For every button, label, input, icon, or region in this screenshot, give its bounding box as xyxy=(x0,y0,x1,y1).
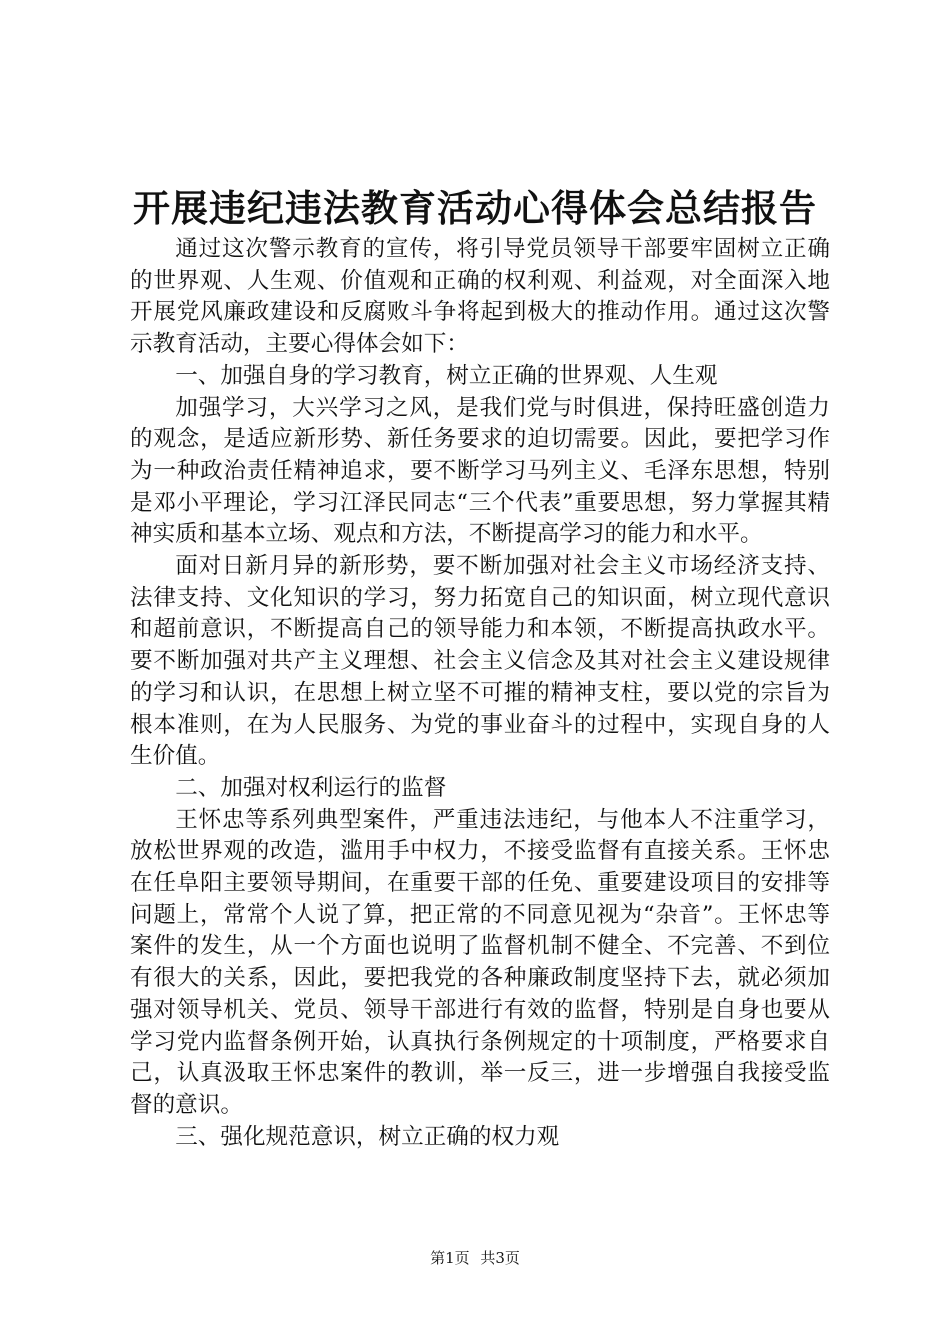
page-number: 第1页 xyxy=(430,1249,470,1267)
document-body xyxy=(130,234,830,1153)
page-total: 共3页 xyxy=(480,1249,520,1267)
section-heading-3: 三、强化规范意识，树立正确的权力观 xyxy=(175,1123,560,1150)
paragraph-study: 加强学习，大兴学习之风，是我们党与时俱进，保持旺盛创造力的观念，是适应新形势、新任务要求的迫切需要。因此，要把学习作为一种政治责任精神追求，要不断学习马列主义、毛泽东思想，特别是邓小平理论，学习江泽民同志“三个代表”重要思想，努力掌握其精神实质和基本立场、观点和方法，不断提高学习的能力和水平。 xyxy=(130,394,830,548)
section-heading-1: 一、加强自身的学习教育，树立正确的世界观、人生观 xyxy=(175,362,718,389)
section-heading-2: 二、加强对权利运行的监督 xyxy=(175,774,447,801)
document-title: 开展违纪违法教育活动心得体会总结报告 xyxy=(133,187,817,230)
page-footer xyxy=(0,1248,950,1268)
paragraph-supervision: 王怀忠等系列典型案件，严重违法违纪，与他本人不注重学习，放松世界观的改造，滥用手中权力，不接受监督有直接关系。王怀忠在任阜阳主要领导期间，在重要干部的任免、重要建设项目的安排等问题上，常常个人说了算，把正常的不同意见视为“杂音”。王怀忠等案件的发生，从一个方面也说明了监督机制不健全、不完善、不到位有很大的关系，因此，要把我党的各种廉政制度坚持下去，就必须加强对领导机关、党员、领导干部进行有效的监督，特别是自身也要从学习党内监督条例开始，认真执行条例规定的十项制度，严格要求自己，认真汲取王怀忠案件的教训，举一反三，进一步增强自我接受监督的意识。 xyxy=(130,806,830,1118)
paragraph-new-situation: 面对日新月异的新形势，要不断加强对社会主义市场经济支持、法律支持、文化知识的学习，努力拓宽自己的知识面，树立现代意识和超前意识，不断提高自己的领导能力和本领，不断提高执政水平。要不断加强对共产主义理想、社会主义信念及其对社会主义建设规律的学习和认识，在思想上树立坚不可摧的精神支柱，要以党的宗旨为根本准则，在为人民服务、为党的事业奋斗的过程中，实现自身的人生价值。 xyxy=(130,553,830,770)
paragraph-intro: 通过这次警示教育的宣传，将引导党员领导干部要牢固树立正确的世界观、人生观、价值观和正确的权利观、利益观，对全面深入地开展党风廉政建设和反腐败斗争将起到极大的推动作用。通过这次警示教育活动，主要心得体会如下： xyxy=(130,236,830,358)
